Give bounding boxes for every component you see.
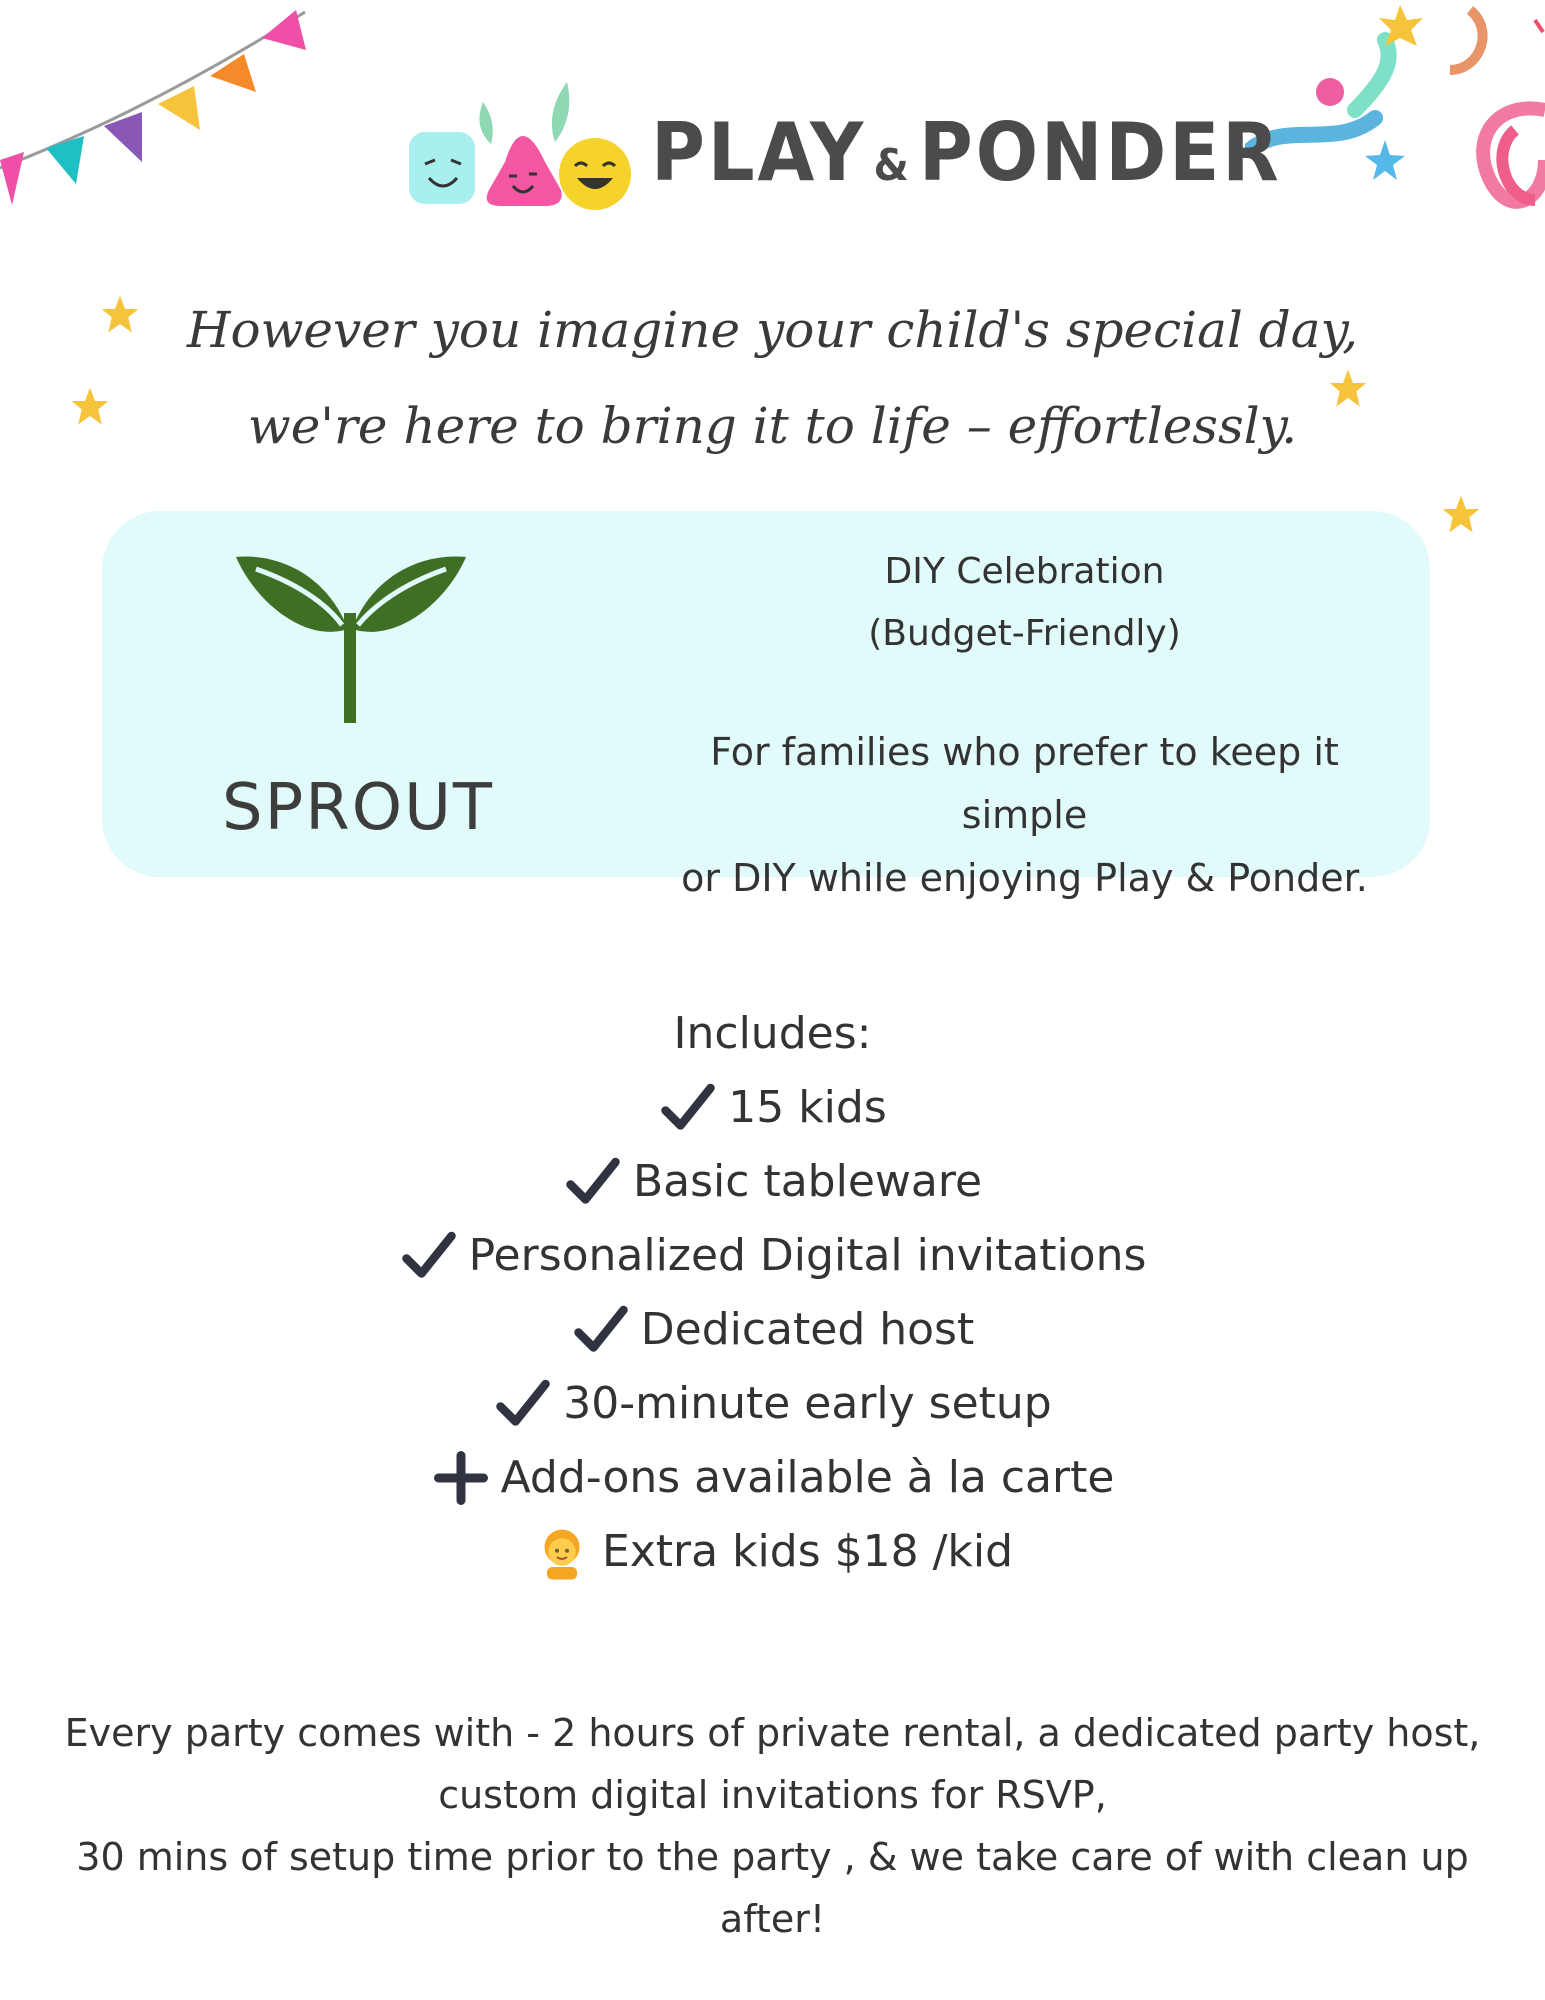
package-card (102, 511, 1430, 900)
include-item (0, 1071, 1545, 1145)
include-item-text: Add-ons available à la carte (500, 1452, 1115, 1503)
plus-icon (431, 1448, 491, 1508)
include-item-text: Personalized Digital invitations (468, 1230, 1147, 1281)
include-item-text: Extra kids $18 /kid (601, 1526, 1014, 1577)
footer-note (20, 1702, 1525, 1950)
include-item (0, 1515, 1545, 1589)
package-type (702, 541, 1347, 665)
package-name: SPROUT (222, 771, 494, 845)
brand-name-left: PLAY (651, 105, 867, 199)
star-icon (100, 294, 140, 334)
includes-list (0, 997, 1545, 1589)
brand-logo (405, 82, 1336, 222)
footer-line-1: Every party comes with - 2 hours of private rental, a dedicated party host, (64, 1711, 1481, 1755)
checkmark-icon (493, 1374, 553, 1434)
package-description (662, 721, 1387, 910)
include-item (0, 1293, 1545, 1367)
child-emoji-icon (532, 1522, 592, 1582)
star-icon (70, 386, 110, 426)
package-type-line-2: (Budget-Friendly) (868, 613, 1181, 654)
include-item (0, 1441, 1545, 1515)
footer-line-2: custom digital invitations for RSVP, (438, 1773, 1107, 1817)
includes-title: Includes: (673, 1008, 872, 1059)
sprout-icon (236, 553, 466, 723)
logo-faces-icon (405, 82, 645, 222)
footer-line-3: 30 mins of setup time prior to the party , & we take care of with clean up after! (76, 1835, 1469, 1941)
brand-ampersand: & (873, 139, 912, 191)
include-item (0, 1367, 1545, 1441)
package-description-line-1: For families who prefer to keep it simple (710, 730, 1339, 837)
star-icon (1441, 494, 1481, 534)
brand-name-right: PONDER (918, 105, 1282, 199)
include-item-text: Basic tableware (632, 1156, 983, 1207)
bunting-decoration (0, 0, 320, 220)
include-item-text: 30-minute early setup (563, 1378, 1052, 1429)
tagline-line-1: However you imagine your child's special day, (186, 301, 1359, 359)
package-description-line-2: or DIY while enjoying Play & Ponder. (681, 856, 1368, 900)
include-item (0, 1219, 1545, 1293)
checkmark-icon (399, 1226, 459, 1286)
checkmark-icon (563, 1152, 623, 1212)
checkmark-icon (571, 1300, 631, 1360)
checkmark-icon (658, 1078, 718, 1138)
includes-items (0, 1071, 1545, 1589)
include-item-text: 15 kids (728, 1082, 887, 1133)
include-item (0, 1145, 1545, 1219)
tagline-line-2: we're here to bring it to life – effortlessly. (247, 397, 1298, 455)
brand-name (651, 106, 1282, 199)
include-item-text: Dedicated host (640, 1304, 975, 1355)
package-type-line-1: DIY Celebration (884, 551, 1165, 592)
tagline (160, 282, 1385, 474)
